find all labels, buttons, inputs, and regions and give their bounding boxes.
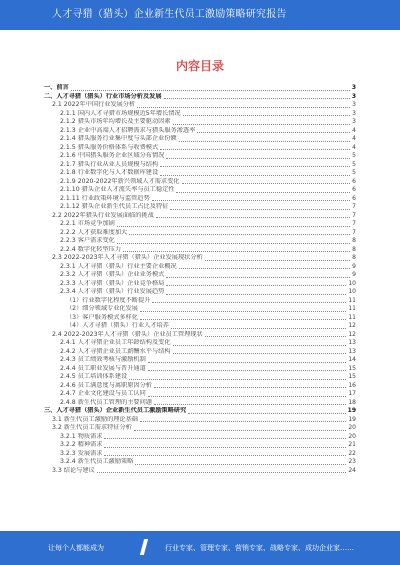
toc-page-number: 6 xyxy=(352,194,356,202)
toc-entry-text: 2.4.3 员工绩效考核与激励机制 xyxy=(60,356,146,364)
toc-leader-dots xyxy=(71,86,350,91)
toc-entry[interactable] xyxy=(44,212,356,221)
toc-entry[interactable] xyxy=(44,331,356,340)
toc-leader-dots xyxy=(152,298,346,303)
toc-leader-dots xyxy=(160,162,350,167)
toc-entry[interactable] xyxy=(44,203,356,212)
toc-page-number: 18 xyxy=(348,398,356,406)
toc-leader-dots xyxy=(173,341,347,346)
toc-page-number: 13 xyxy=(348,347,356,355)
toc-entry[interactable] xyxy=(44,297,356,306)
toc-leader-dots xyxy=(140,315,346,320)
toc-entry-text: 2.1.1 国内人才寻猎市场规模近5年增长情况 xyxy=(60,109,181,117)
toc-entry[interactable] xyxy=(44,390,356,399)
header-bar xyxy=(0,0,400,30)
toc-page-number: 3 xyxy=(352,118,356,126)
toc-entry[interactable] xyxy=(44,458,356,467)
toc-page-number: 11 xyxy=(348,296,356,304)
report-title: 人才寻猎（猎头）企业新生代员工激励策略研究报告 xyxy=(52,9,287,20)
toc-entry-text: （3）客户服务模式多样化 xyxy=(66,313,138,321)
toc-entry[interactable] xyxy=(44,254,356,263)
toc-entry-text: 2.3.2 人才寻猎（猎头）企业业务模式 xyxy=(60,271,165,279)
toc-entry[interactable] xyxy=(44,280,356,289)
toc-leader-dots xyxy=(182,179,351,184)
toc-page-number: 8 xyxy=(352,245,356,253)
toc-entry-text: 2.1.6 中国猎头服务企业区域分布情况 xyxy=(60,152,165,160)
toc-entry-text: 3.3 结论与建议 xyxy=(52,466,95,474)
toc-leader-dots xyxy=(129,375,346,380)
toc-leader-dots xyxy=(183,111,351,116)
toc-leader-dots xyxy=(104,434,346,439)
toc-entry[interactable] xyxy=(44,127,356,136)
toc-entry[interactable] xyxy=(44,424,356,433)
toc-page-number: 7 xyxy=(352,228,356,236)
toc-entry[interactable] xyxy=(44,220,356,229)
toc-leader-dots xyxy=(148,358,347,363)
toc-entry[interactable] xyxy=(44,84,356,93)
toc-leader-dots xyxy=(104,443,346,448)
toc-entry-text: 2.4.1 人才寻猎企业员工年龄结构及变化 xyxy=(60,339,171,347)
toc-entry[interactable] xyxy=(44,433,356,442)
toc-page-number: 23 xyxy=(348,458,356,466)
toc-entry[interactable] xyxy=(44,161,356,170)
footer-slogan: 让每个人都能成为 xyxy=(48,544,104,552)
toc-entry-text: 2.3.1 人才寻猎（猎头）行业主要企业概况 xyxy=(60,262,177,270)
toc-leader-dots xyxy=(140,307,346,312)
toc-page-number: 9 xyxy=(352,262,356,270)
toc-leader-dots xyxy=(197,128,350,133)
toc-leader-dots xyxy=(137,103,350,108)
toc-entry-text: 3.2.2 精神需求 xyxy=(60,441,103,449)
toc-leader-dots xyxy=(205,256,350,261)
toc-page-number: 12 xyxy=(348,322,356,330)
toc-page-number: 5 xyxy=(352,169,356,177)
toc-entry-text: 2.3.4 人才寻猎（猎头）行业发展趋势 xyxy=(60,288,165,296)
toc-leader-dots xyxy=(156,213,350,218)
toc-page-number: 21 xyxy=(348,441,356,449)
toc-entry[interactable] xyxy=(44,263,356,272)
toc-page-number: 8 xyxy=(352,254,356,262)
toc-leader-dots xyxy=(117,222,350,227)
toc-page-number: 20 xyxy=(348,424,356,432)
toc-entry[interactable] xyxy=(44,93,356,102)
toc-leader-dots xyxy=(134,426,346,431)
toc-entry-text: 3.2.3 发展需求 xyxy=(60,449,103,457)
toc-entry[interactable] xyxy=(44,399,356,408)
toc-entry[interactable] xyxy=(44,110,356,119)
toc-page-number: 3 xyxy=(352,109,356,117)
toc-entry-text: 2.1.2 猎头市场年均增长及主要驱动因素 xyxy=(60,118,171,126)
toc-page-number: 4 xyxy=(352,126,356,134)
toc-page-number: 15 xyxy=(348,373,356,381)
toc-page-number: 10 xyxy=(348,288,356,296)
toc-entry-text: 3.1 新生代员工激励的理论基础 xyxy=(52,415,139,423)
toc-leader-dots xyxy=(152,196,350,201)
toc-entry[interactable] xyxy=(44,178,356,187)
toc-page-number: 22 xyxy=(348,449,356,457)
toc-leader-dots xyxy=(117,239,350,244)
toc-entry-text: 2.3.3 人才寻猎（猎头）企业竞争格局 xyxy=(60,279,165,287)
toc-page-number: 8 xyxy=(352,237,356,245)
toc-entry[interactable] xyxy=(44,348,356,357)
toc-page-number: 14 xyxy=(348,356,356,364)
toc-entry[interactable] xyxy=(44,144,356,153)
toc-page-number: 3 xyxy=(351,84,356,92)
toc-page-number: 10 xyxy=(348,279,356,287)
toc-leader-dots xyxy=(148,366,347,371)
toc-page-number: 15 xyxy=(348,364,356,372)
toc-page-number: 7 xyxy=(352,203,356,211)
toc-entry-text: 2.1.4 猎头服务行业集中度与头部企业份额 xyxy=(60,135,177,143)
toc-entry[interactable] xyxy=(44,382,356,391)
table-of-contents xyxy=(44,84,356,475)
toc-entry-text: 2.1.8 行业数字化与人才数据库建设 xyxy=(60,169,159,177)
toc-entry-text: 一、前言 xyxy=(44,84,69,92)
toc-leader-dots xyxy=(154,383,346,388)
toc-page-number: 16 xyxy=(348,381,356,389)
toc-page-number: 7 xyxy=(352,220,356,228)
toc-page-number: 11 xyxy=(348,305,356,313)
toc-entry-text: （4）人才寻猎（猎头）行业人才培养 xyxy=(66,322,169,330)
toc-leader-dots xyxy=(97,468,347,473)
toc-entry[interactable] xyxy=(44,365,356,374)
toc-entry[interactable] xyxy=(44,305,356,314)
toc-leader-dots xyxy=(179,264,350,269)
toc-leader-dots xyxy=(148,392,347,397)
toc-leader-dots xyxy=(205,332,347,337)
toc-entry[interactable] xyxy=(44,195,356,204)
toc-page-number: 11 xyxy=(348,313,356,321)
toc-entry[interactable] xyxy=(44,152,356,161)
footer-tagline: 行业专家、管理专家、营销专家、战略专家、成功企业家…… xyxy=(165,544,354,552)
toc-entry-text: 2.4 2022-2023年人才寻猎（猎头）企业员工管理现状 xyxy=(52,330,203,338)
toc-entry-text: 2.1.3 企业中高端人才招聘需求与猎头服务渗透率 xyxy=(60,126,196,134)
toc-page-number: 4 xyxy=(352,143,356,151)
toc-entry[interactable] xyxy=(44,441,356,450)
toc-leader-dots xyxy=(104,451,346,456)
toc-leader-dots xyxy=(176,188,350,193)
toc-entry-text: 2.4.5 员工培训体系建设 xyxy=(60,373,128,381)
toc-entry-text: 2.3 2022-2023年人才寻猎（猎头）企业发展现状分析 xyxy=(52,254,203,262)
toc-page-number: 19 xyxy=(348,415,356,423)
toc-page-number: 17 xyxy=(348,390,356,398)
toc-page-number: 3 xyxy=(351,92,356,100)
toc-leader-dots xyxy=(135,460,346,465)
toc-entry-text: 2.2.4 数字化转型压力 xyxy=(60,245,122,253)
footer-divider xyxy=(140,539,148,555)
toc-entry-text: 3.2 新生代员工需求特征分析 xyxy=(52,424,132,432)
toc-entry[interactable] xyxy=(44,186,356,195)
toc-leader-dots xyxy=(129,230,350,235)
toc-heading: 内容目录 xyxy=(175,59,224,73)
toc-entry[interactable] xyxy=(44,246,356,255)
toc-page-number: 5 xyxy=(352,160,356,168)
toc-leader-dots xyxy=(140,417,346,422)
toc-entry-text: 2.2 2022年猎头行业发展面临的挑战 xyxy=(52,211,154,219)
toc-entry[interactable] xyxy=(44,169,356,178)
toc-entry[interactable] xyxy=(44,237,356,246)
toc-entry[interactable] xyxy=(44,450,356,459)
toc-leader-dots xyxy=(154,400,346,405)
toc-entry[interactable] xyxy=(44,467,356,476)
toc-entry-text: 3.2.1 物质需求 xyxy=(60,432,103,440)
toc-entry-text: 2.1.9 2020-2022年新兴领域人才需求变化 xyxy=(60,177,180,185)
toc-leader-dots xyxy=(166,273,350,278)
toc-entry-text: 2.4.8 新生代员工管理的主要问题 xyxy=(60,398,152,406)
toc-leader-dots xyxy=(160,171,350,176)
toc-leader-dots xyxy=(179,137,350,142)
toc-page-number: 6 xyxy=(352,177,356,185)
toc-leader-dots xyxy=(166,290,346,295)
toc-entry-text: 2.1.5 猎头服务价格体系与收费模式 xyxy=(60,143,159,151)
toc-entry[interactable] xyxy=(44,118,356,127)
toc-leader-dots xyxy=(160,145,350,150)
toc-entry[interactable] xyxy=(44,339,356,348)
footer-bar xyxy=(0,531,400,565)
toc-page-number: 24 xyxy=(348,466,356,474)
toc-entry-text: 2.4.6 员工满意度与离职原因分析 xyxy=(60,381,152,389)
toc-entry-text: 2.1 2022年中国行业发展分析 xyxy=(52,101,136,109)
toc-entry[interactable] xyxy=(44,101,356,110)
toc-entry-text: 2.1.11 行业政策环境与监管趋势 xyxy=(60,194,150,202)
toc-entry-text: 2.2.1 市场竞争加剧 xyxy=(60,220,115,228)
toc-leader-dots xyxy=(123,247,350,252)
toc-page-number: 20 xyxy=(348,432,356,440)
toc-entry-text: 2.4.4 员工职业发展与晋升通道 xyxy=(60,364,146,372)
toc-entry-text: 2.1.10 猎头企业人才流失率与员工稳定性 xyxy=(60,186,175,194)
toc-entry-text: （2）细分领域专业化发展 xyxy=(66,305,138,313)
toc-page-number: 12 xyxy=(348,330,356,338)
toc-page-number: 4 xyxy=(352,135,356,143)
toc-entry[interactable] xyxy=(44,271,356,280)
toc-page-number: 5 xyxy=(352,152,356,160)
toc-page-number: 9 xyxy=(352,271,356,279)
toc-page-number: 6 xyxy=(352,186,356,194)
toc-page-number: 19 xyxy=(347,407,356,415)
toc-entry-text: 二、人才寻猎（猎头）行业市场分析及发展 xyxy=(44,92,162,100)
toc-entry[interactable] xyxy=(44,356,356,365)
toc-entry-text: 2.1.7 猎头行业从业人员规模与结构 xyxy=(60,160,159,168)
toc-leader-dots xyxy=(173,120,351,125)
toc-entry-text: 2.2.3 客户需求变化 xyxy=(60,237,115,245)
toc-entry[interactable] xyxy=(44,288,356,297)
toc-leader-dots xyxy=(164,94,350,99)
toc-entry-text: （1）行业数字化程度不断提升 xyxy=(66,296,151,304)
toc-leader-dots xyxy=(170,205,350,210)
toc-entry-text: 三、人才寻猎（猎头）企业新生代员工激励策略研究 xyxy=(44,407,187,415)
toc-leader-dots xyxy=(188,409,345,414)
toc-entry[interactable] xyxy=(44,322,356,331)
toc-entry-text: 2.4.7 企业文化建设与员工认同 xyxy=(60,390,146,398)
toc-page-number: 7 xyxy=(352,211,356,219)
toc-entry[interactable] xyxy=(44,416,356,425)
toc-leader-dots xyxy=(173,349,347,354)
toc-entry[interactable] xyxy=(44,314,356,323)
toc-leader-dots xyxy=(166,154,350,159)
toc-entry-text: 2.2.2 人才获取难度加大 xyxy=(60,228,128,236)
toc-entry[interactable] xyxy=(44,373,356,382)
toc-entry-text: 3.2.4 新生代员工激励策略 xyxy=(60,458,134,466)
toc-leader-dots xyxy=(166,281,346,286)
toc-leader-dots xyxy=(171,324,346,329)
toc-page-number: 13 xyxy=(348,339,356,347)
toc-page-number: 3 xyxy=(352,101,356,109)
toc-entry[interactable] xyxy=(44,135,356,144)
toc-entry-text: 2.4.2 人才寻猎企业员工薪酬水平与结构 xyxy=(60,347,171,355)
toc-entry-text: 2.1.12 猎头企业新生代员工占比及特征 xyxy=(60,203,169,211)
toc-entry[interactable] xyxy=(44,407,356,416)
toc-entry[interactable] xyxy=(44,229,356,238)
